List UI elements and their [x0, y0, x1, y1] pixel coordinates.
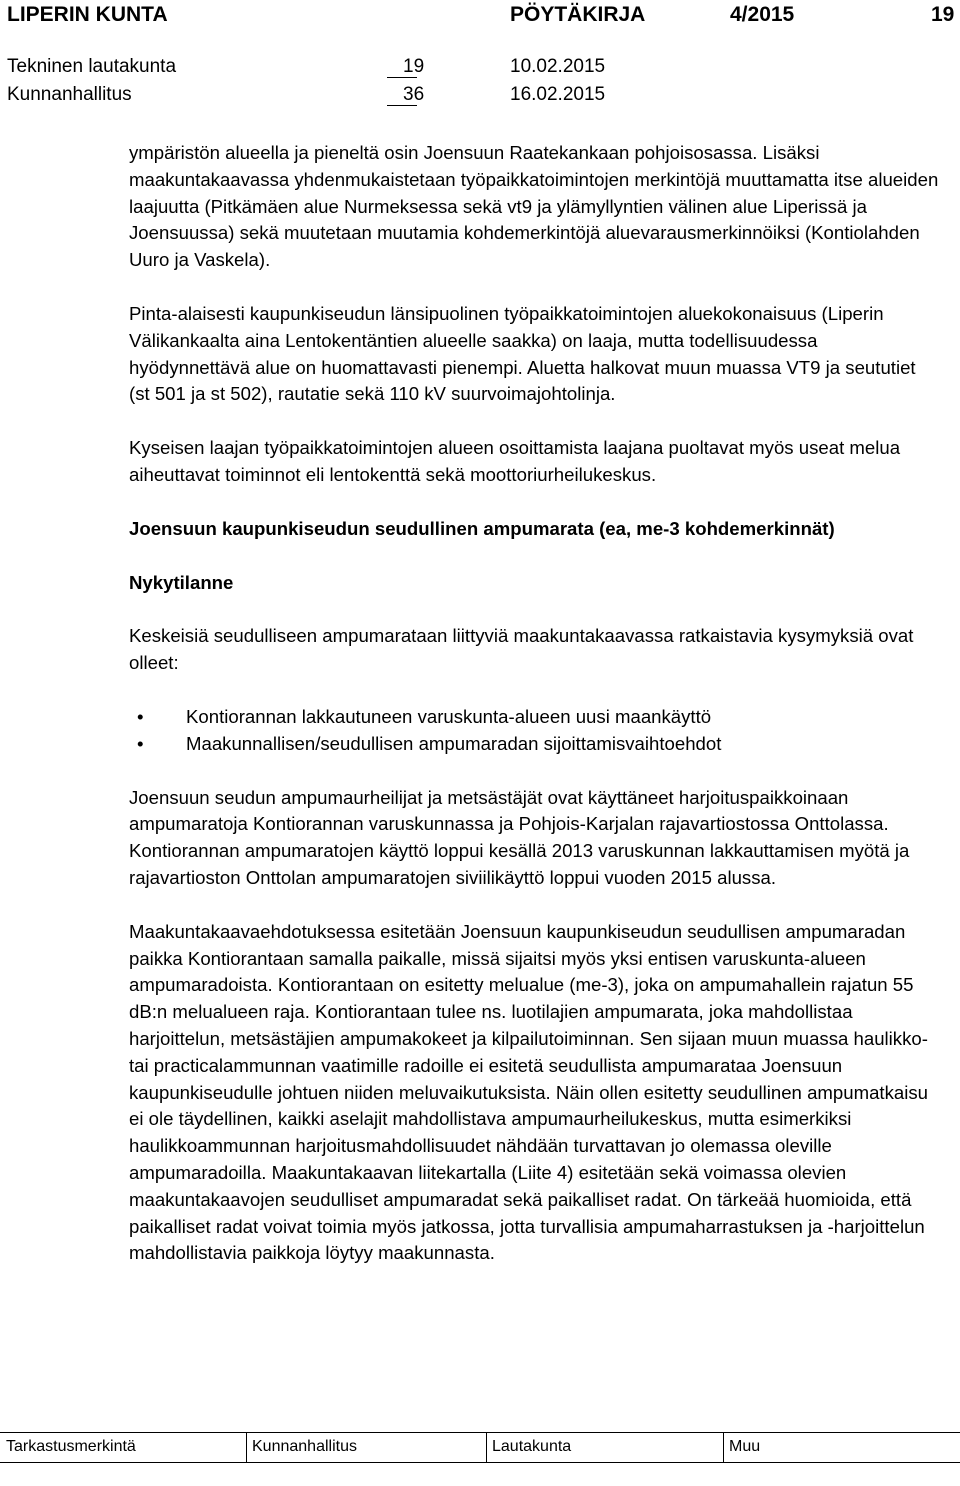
- document-number: 4/2015: [730, 3, 795, 26]
- list-item: [129, 704, 940, 731]
- section-number: 19: [403, 56, 425, 77]
- section-heading: Joensuun kaupunkiseudun seudullinen ampumarata (ea, me-3 kohdemerkinnät): [129, 517, 835, 539]
- footer-muu: Muu: [729, 1438, 761, 1455]
- footer-divider: [246, 1433, 247, 1462]
- meeting-body: Kunnanhallitus: [7, 84, 132, 105]
- subsection-heading: Nykytilanne: [129, 571, 234, 593]
- meeting-date: 10.02.2015: [510, 56, 606, 77]
- paragraph: Keskeisiä seudulliseen ampumarataan liittyviä maakuntakaavassa ratkaistavia kysymyksiä ovat olleet:: [129, 625, 914, 674]
- paragraph: Pinta-alaisesti kaupunkiseudun länsipuolinen työpaikkatoimintojen aluekokonaisuus (Liperin Välikankaalta aina Lentokentäntien alueelle saakka) on laaja, mutta todellisuudessa hyödynnettävä alue on huomattavasti pienempi. Aluetta halkovat muun muassa VT9 ja seututiet (st 501 ja st 502), rautatie sekä 110 kV suurvoimajohtolinja.: [129, 302, 916, 405]
- footer-divider: [486, 1433, 487, 1462]
- footer-kunnanhallitus: Kunnanhallitus: [252, 1438, 357, 1455]
- paragraph: Joensuun seudun ampumaurheilijat ja metsästäjät ovat käyttäneet harjoituspaikkoinaan ampumaratoja Kontiorannan varuskunnassa ja Pohjois-Karjalan rajavartiostossa Onttolassa. Kontiorannan ampumaratojen käyttö loppui kesällä 2013 varuskunnan lakkauttamisen myötä ja rajavartioston Onttolan ampumaratojen siviilikäyttö loppui vuoden 2015 alussa.: [129, 786, 910, 888]
- section-number: 36: [403, 84, 425, 105]
- document-type: PÖYTÄKIRJA: [510, 3, 646, 26]
- footer-lautakunta: Lautakunta: [492, 1438, 572, 1455]
- document-header: [7, 0, 960, 110]
- meeting-date: 16.02.2015: [510, 84, 606, 105]
- paragraph: Maakuntakaavaehdotuksessa esitetään Joensuun kaupunkiseudun seudullisen ampumaradan paikka Kontiorantaan samalla paikalle, missä sijaitsi myös yksi entisen varuskunta-alueen ampumaradoista. Kontiorantaan on esitetty melualue (me-3), joka on ampumahallein rajatun 55 dB:n melualueen raja. Kontiorantaan tulee ns. luotilajien ampumarata, joka mahdollistaa harjoittelun, metsästäjien ampumakokeet ja kilpailutoiminnan. Sen sijaan muun muassa haulikko- tai practicalammunnan vaatimille radoille ei esitetä seudullista ampumarataa Joensuun kaupunkiseudulle johtuen niiden meluvaikutuksista. Näin ollen esitetty seudullinen ampumatkaisu ei ole täydellinen, kaikki aselajit mahdollistava ampumaurheilukeskus, mutta esimerkiksi haulikkoammunnan harjoitusmahdollisuudet nähdään turvattavan jo olemassa oleville ampumaradoilla. Maakuntakaavan liitekartalla (Liite 4) esitetään sekä voimassa olevien maakuntakaavojen seudulliset ampumaradat sekä paikalliset radat. On tärkeää huomioida, että paikalliset radat voivat toimia myös jatkossa, jotta turvallisia ampumaharrastuksen ja -harjoittelun mahdollistavia paikkoja löytyy maakunnasta.: [129, 920, 928, 1264]
- municipality-name: LIPERIN KUNTA: [7, 3, 168, 26]
- footer-label: Tarkastusmerkintä: [6, 1438, 136, 1455]
- footer-divider: [723, 1433, 724, 1462]
- list-item-text: Maakunnallisen/seudullisen ampumaradan sijoittamisvaihtoehdot: [186, 732, 722, 754]
- paragraph: Kyseisen laajan työpaikkatoimintojen alueen osoittamista laajana puoltavat myös useat melua aiheuttavat toiminnot eli lentokenttä sekä moottoriurheilukeskus.: [129, 437, 901, 485]
- bullet-icon: •: [137, 705, 144, 727]
- page-number: 19: [931, 3, 955, 26]
- section-underline: [387, 105, 417, 106]
- document-body: [129, 140, 940, 1294]
- section-underline: [387, 77, 417, 78]
- list-item-text: Kontiorannan lakkautuneen varuskunta-alueen uusi maankäyttö: [186, 705, 712, 727]
- list-item: [129, 731, 940, 758]
- paragraph: ympäristön alueella ja pieneltä osin Joensuun Raatekankaan pohjoisosassa. Lisäksi maakuntakaavassa yhdenmukaistetaan työpaikkatoimintojen merkintöjä muuttamatta itse alueiden laajuutta (Pitkämäen alue Nurmeksessa sekä vt9 ja ylämyllyntien välinen alue Liperissä ja Joensuussa) sekä muutetaan muutamia kohdemerkintöjä aluevarausmerkinnöiksi (Kontiolahden Uuro ja Vaskela).: [129, 142, 939, 271]
- bullet-list: [129, 704, 940, 758]
- review-footer: [0, 1432, 960, 1463]
- bullet-icon: •: [137, 732, 144, 754]
- meeting-body: Tekninen lautakunta: [7, 56, 177, 77]
